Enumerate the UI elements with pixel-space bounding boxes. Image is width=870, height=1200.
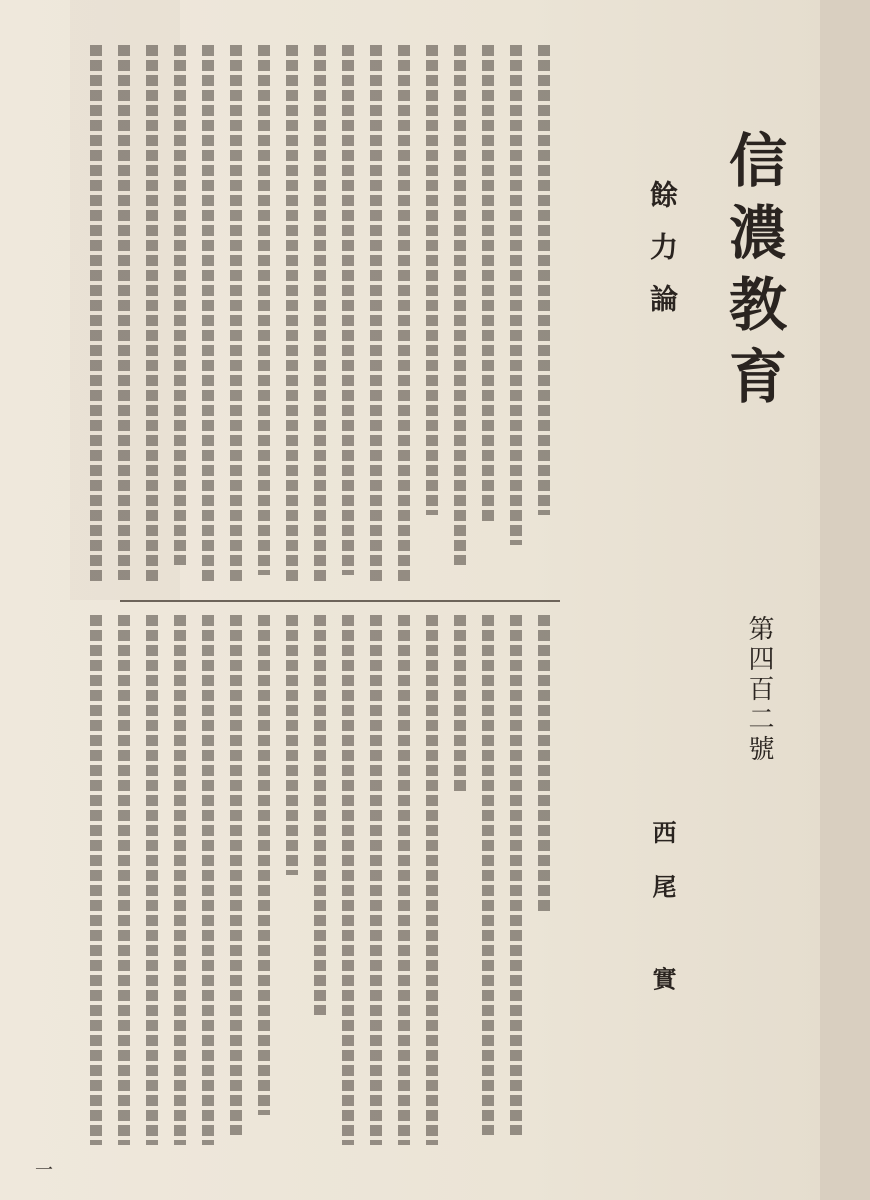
author-name: 西尾 實 [648,820,677,1021]
section-divider [120,600,560,602]
text-column [174,45,186,565]
article-title: 餘力論 [646,180,679,336]
text-column [314,45,326,585]
text-column [426,615,438,1145]
facing-page-edge [820,0,870,1200]
issue-number: 第四百二號 [744,615,774,765]
text-column [482,45,494,525]
page-number: 一 [32,1160,53,1178]
text-column [370,45,382,585]
text-column [118,615,130,1145]
journal-title: 信濃教育 [719,130,787,418]
text-column [146,45,158,585]
text-column [230,45,242,585]
text-column [510,615,522,1135]
text-column [426,45,438,515]
text-column [538,45,550,515]
text-column [202,45,214,585]
text-column [286,45,298,585]
text-column [146,615,158,1145]
text-column [230,615,242,1135]
text-column [118,45,130,580]
text-column [538,615,550,915]
text-column [454,45,466,565]
text-column [342,615,354,1145]
text-column [202,615,214,1145]
text-column [286,615,298,875]
text-column [90,45,102,585]
text-column [510,45,522,545]
text-column [454,615,466,795]
text-column [398,45,410,585]
text-column [370,615,382,1145]
text-column [258,45,270,575]
text-column [482,615,494,1135]
text-column [174,615,186,1145]
text-column [258,615,270,1115]
text-column [314,615,326,1015]
text-column [342,45,354,575]
text-column [398,615,410,1145]
text-column [90,615,102,1145]
